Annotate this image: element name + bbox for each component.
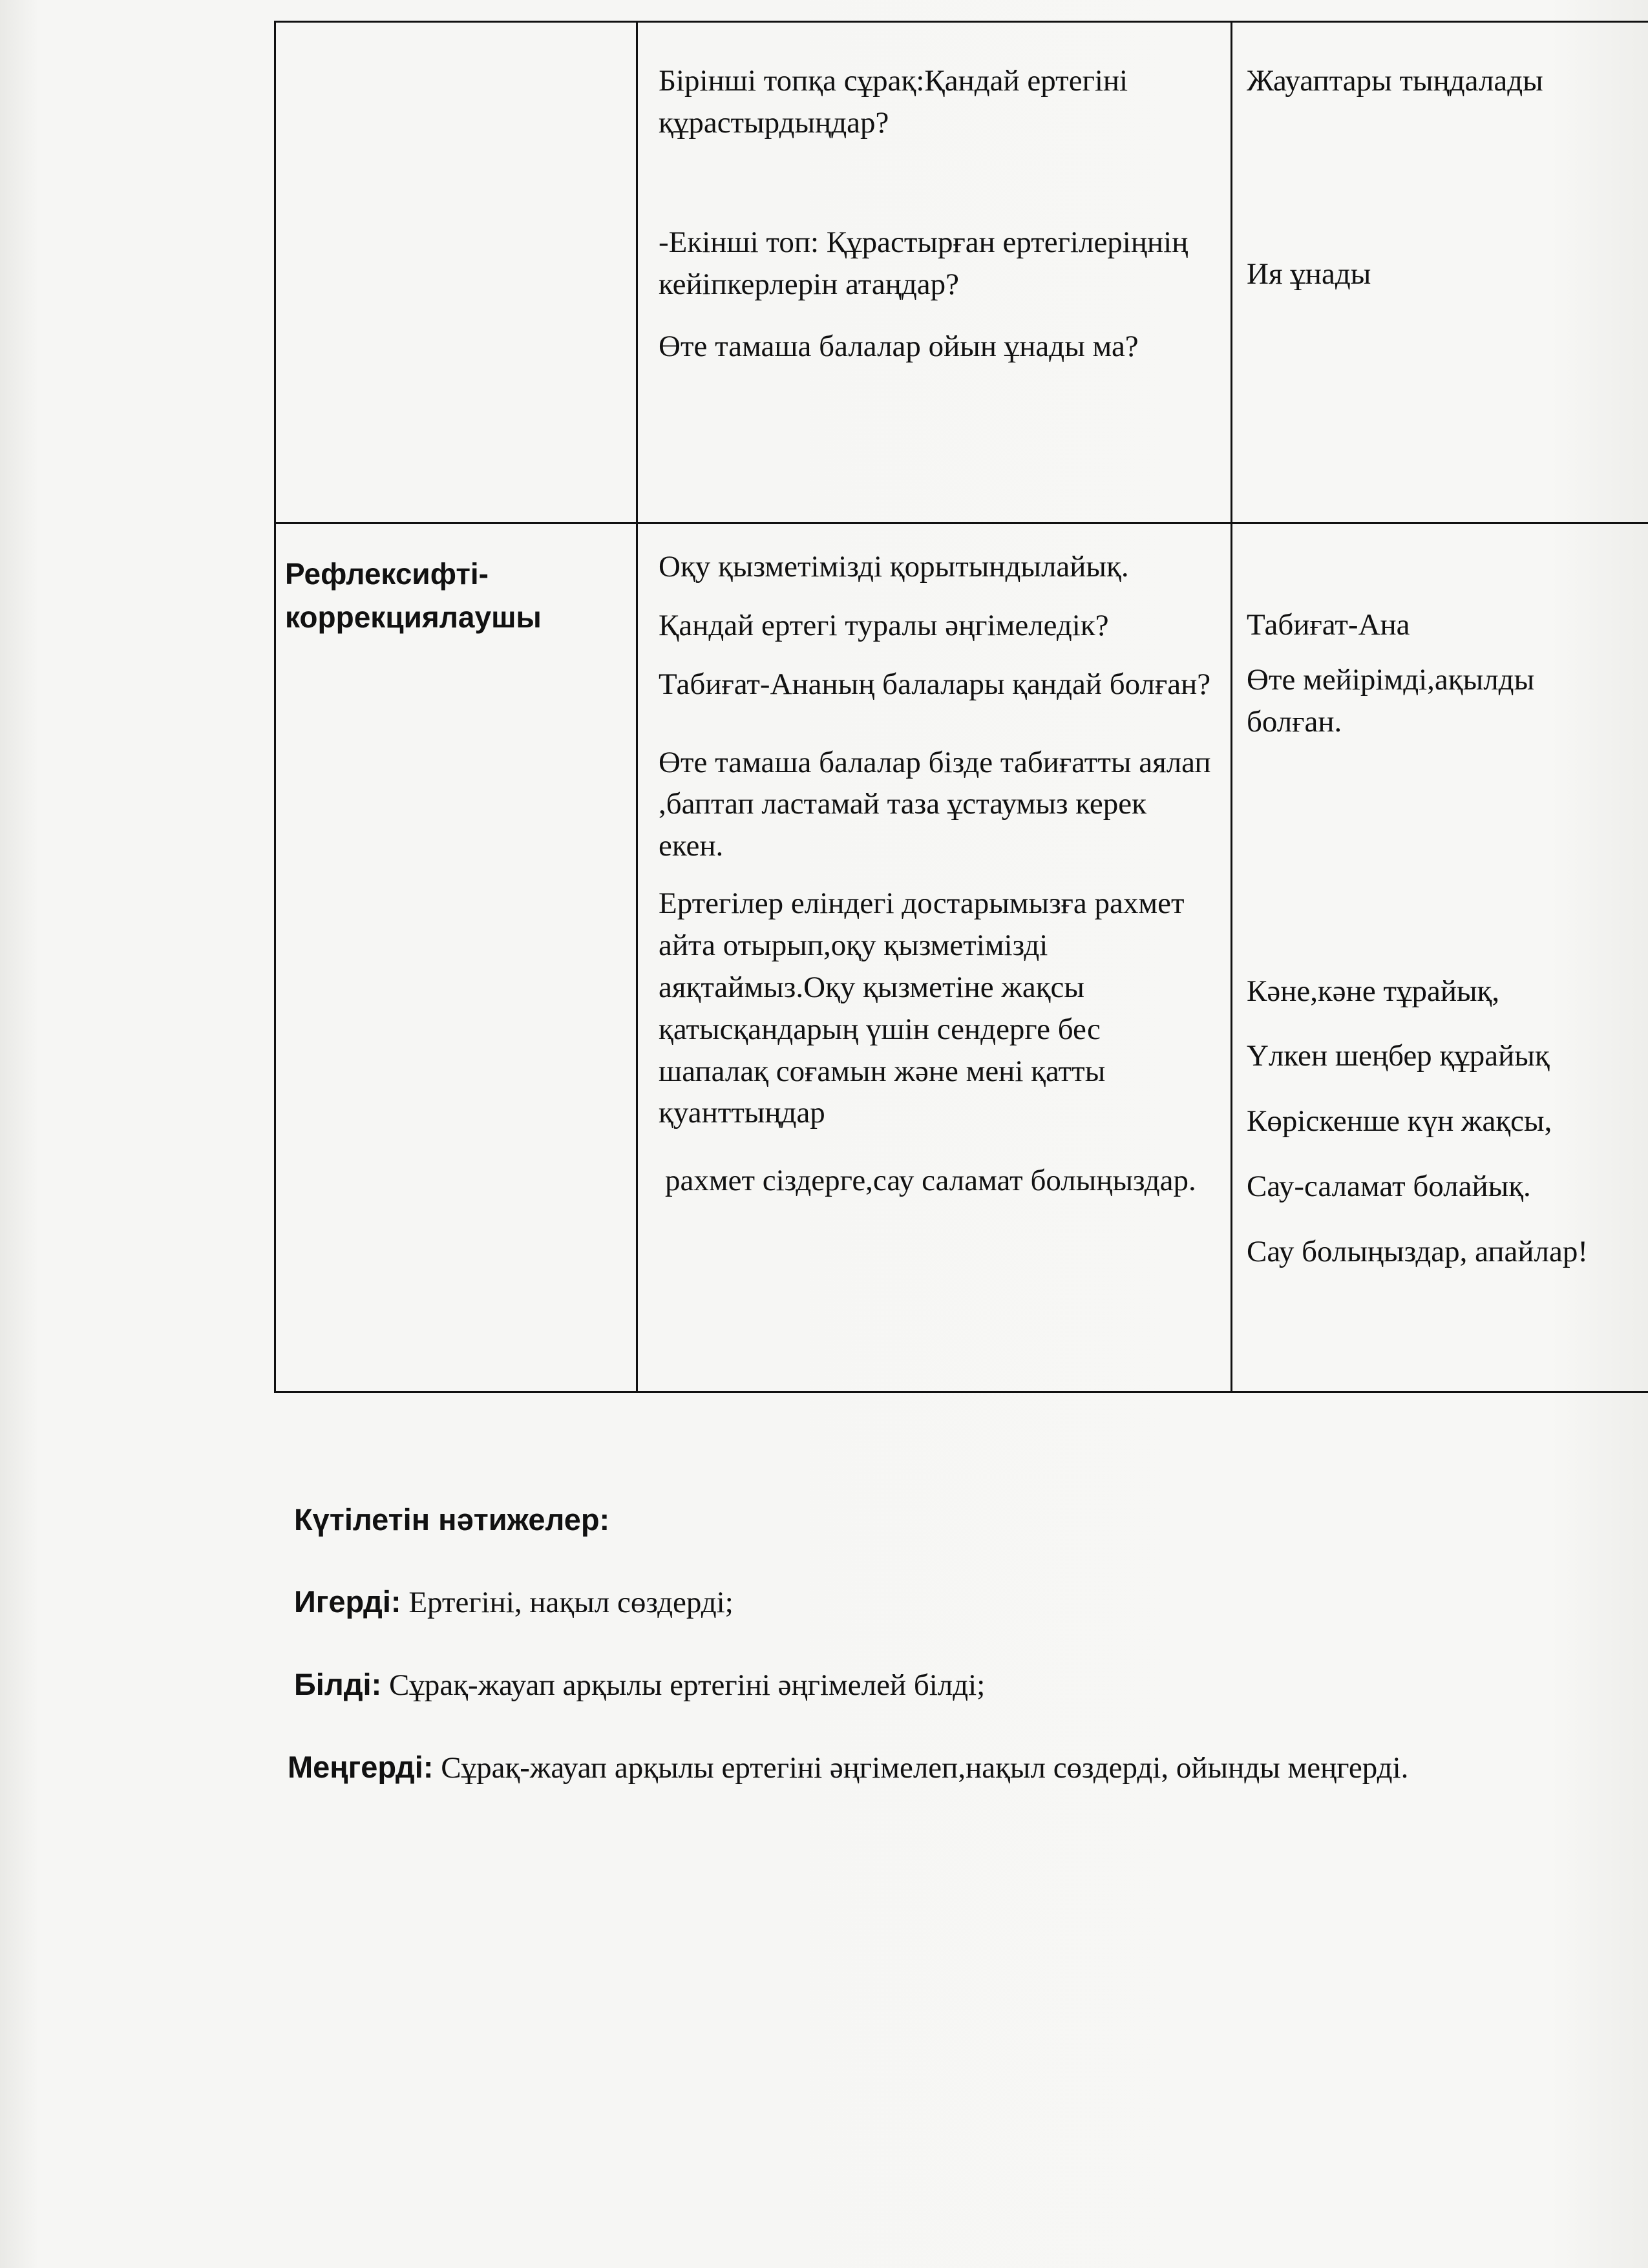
result-mastered — [288, 1747, 1554, 1789]
table-row-reflexive — [275, 523, 1648, 1392]
poem-line-3: Көріскенше күн жақсы, — [1247, 1104, 1552, 1139]
stage-title-reflexive: Рефлексифті-коррекциялаушы — [285, 557, 542, 634]
teacher-farewell: рахмет сіздерге,сау саламат болыңыздар. — [665, 1164, 1196, 1198]
result-mastered-label: Меңгерді: — [288, 1749, 434, 1784]
question-group-2: -Екінші топ: Құрастырған ертегілеріңнің кейіпкерлерін атаңдар? — [659, 225, 1188, 301]
teacher-activity-cell — [637, 523, 1232, 1392]
result-mastered-text: Сұрақ-жауап арқылы ертегіні әңгімелеп,нақыл сөздерді, ойынды меңгерді. — [441, 1750, 1409, 1785]
poem-line-4: Сау-саламат болайық. — [1247, 1170, 1531, 1204]
expected-results-heading: Күтілетін нәтижелер: — [294, 1502, 610, 1537]
result-knew-label: Білді: — [294, 1666, 382, 1701]
poem-line-1: Кәне,кәне тұрайық, — [1247, 974, 1500, 1008]
expected-results — [288, 1499, 1554, 1829]
stage-cell-reflexive — [275, 523, 637, 1392]
result-knew-text: Сұрақ-жауап арқылы ертегіні әңгімелей білді; — [389, 1668, 986, 1702]
answer-nature-mother: Табиғат-Ана — [1247, 608, 1410, 642]
result-learned-text: Ертегіні, нақыл сөздерді; — [408, 1585, 734, 1619]
lesson-plan-table — [274, 21, 1648, 1393]
teacher-closing: Ертегілер еліндегі достарымызға рахмет айта отырып,оқу қызметімізді аяқтаймыз.Оқу қызметіне жақсы қатысқандарың үшін сендерге бес шапалақ соғамын және мені қатты қуанттыңдар — [659, 887, 1185, 1130]
poem-line-2: Үлкен шеңбер құрайық — [1247, 1039, 1550, 1073]
answer-yes-liked: Ия ұнады — [1247, 257, 1371, 291]
teacher-question-children: Табиғат-Ананың балалары қандай болған? — [659, 667, 1211, 701]
stage-cell-empty — [275, 22, 637, 523]
result-knew — [294, 1664, 1554, 1706]
answer-kind-smart: Өте мейірімді,ақылды болған. — [1247, 662, 1535, 739]
result-learned — [294, 1581, 1554, 1624]
question-liked-game: Өте тамаша балалар ойын ұнады ма? — [659, 330, 1139, 364]
teacher-summary: Оқу қызметімізді қорытындылайық. — [659, 550, 1129, 583]
answer-listened: Жауаптары тыңдалады — [1247, 64, 1543, 98]
result-learned-label: Игерді: — [294, 1584, 401, 1619]
teacher-nature-message: Өте тамаша балалар бізде табиғатты аялап ,баптап ластамай таза ұстаумыз керек екен. — [659, 745, 1211, 863]
children-activity-cell — [1232, 22, 1648, 523]
children-activity-cell — [1232, 523, 1648, 1392]
teacher-activity-cell — [637, 22, 1232, 523]
table-row-group-questions — [275, 22, 1648, 523]
answer-goodbye: Сау болыңыздар, апайлар! — [1247, 1235, 1588, 1269]
question-group-1: Бірінші топқа сұрақ:Қандай ертегіні құрастырдыңдар? — [659, 64, 1128, 140]
teacher-question-tale: Қандай ертегі туралы әңгімеледік? — [659, 608, 1109, 642]
